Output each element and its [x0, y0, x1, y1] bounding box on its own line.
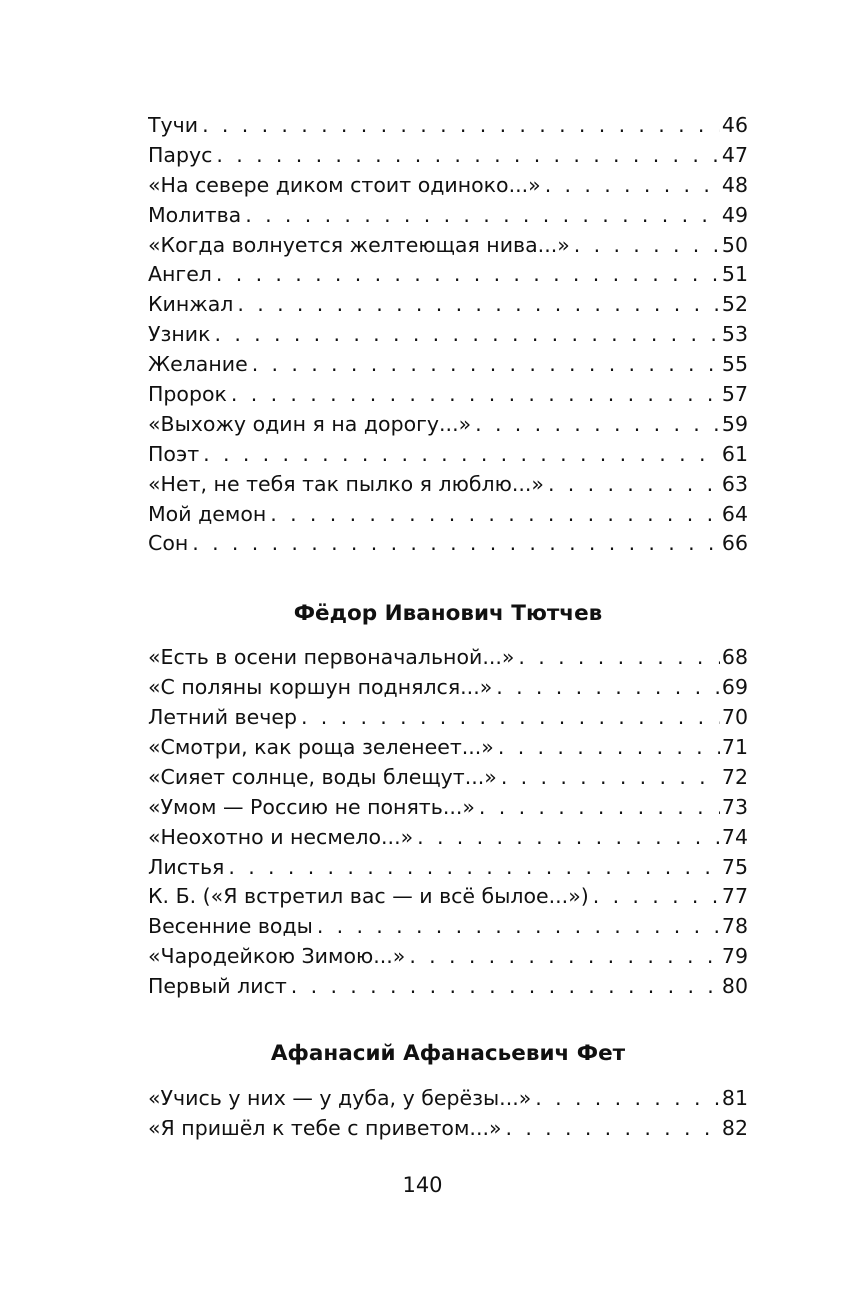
dot-leader [574, 231, 720, 261]
toc-entry-title: «Чародейкою Зимою...» [148, 944, 406, 969]
dot-leader [228, 853, 720, 883]
toc-entry-title: «Смотри, как роща зеленеет...» [148, 735, 494, 760]
toc-section-tyutchev [148, 643, 748, 1002]
dot-leader [216, 141, 720, 171]
dot-leader [216, 260, 720, 290]
toc-entry [148, 882, 748, 912]
dot-leader [535, 1084, 720, 1114]
toc-entry-page: 69 [721, 675, 748, 700]
toc-entry-page: 57 [721, 382, 748, 407]
toc-entry-page: 53 [721, 322, 748, 347]
toc-entry-page: 51 [721, 262, 748, 287]
toc-entry [148, 529, 748, 559]
toc-entry-page: 47 [721, 142, 748, 167]
toc-entry-page: 55 [721, 352, 748, 377]
dot-leader [231, 380, 720, 410]
toc-entry-title: «Учись у них — у дуба, у берёзы...» [148, 1086, 532, 1111]
toc-entry [148, 823, 748, 853]
toc-entry [148, 201, 748, 231]
toc-entry-title: Парус [148, 142, 213, 167]
toc-entry-title: Сон [148, 531, 189, 556]
toc-entry [148, 972, 748, 1002]
toc-entry-title: «Когда волнуется желтеющая нива...» [148, 232, 570, 257]
toc-entry-page: 48 [721, 172, 748, 197]
toc-entry [148, 703, 748, 733]
toc-entry-title: Летний вечер [148, 705, 297, 730]
dot-leader [237, 290, 719, 320]
toc-entry-page: 78 [721, 914, 748, 939]
toc-entry-title: «Нет, не тебя так пылко я люблю...» [148, 471, 544, 496]
toc-entry-page: 80 [721, 974, 748, 999]
table-of-contents [148, 111, 748, 1144]
section-heading-fet: Афанасий Афанасьевич Фет [270, 1041, 626, 1067]
dot-leader [475, 410, 720, 440]
toc-entry-page: 63 [721, 471, 748, 496]
dot-leader [593, 882, 720, 912]
dot-leader [203, 440, 720, 470]
dot-leader [498, 733, 720, 763]
toc-entry [148, 500, 748, 530]
toc-entry-title: «С поляны коршун поднялся...» [148, 675, 493, 700]
toc-entry [148, 853, 748, 883]
toc-entry [148, 260, 748, 290]
toc-entry-title: Пророк [148, 382, 227, 407]
toc-entry-page: 61 [721, 441, 748, 466]
toc-entry-title: «Умом — Россию не понять...» [148, 794, 475, 819]
toc-entry-page: 71 [721, 735, 748, 760]
dot-leader [192, 529, 720, 559]
toc-entry [148, 793, 748, 823]
toc-entry [148, 320, 748, 350]
dot-leader [202, 111, 720, 141]
dot-leader [245, 201, 720, 231]
toc-entry-page: 70 [721, 705, 748, 730]
toc-entry-title: Желание [148, 352, 248, 377]
dot-leader [270, 500, 720, 530]
dot-leader [501, 763, 720, 793]
toc-entry [148, 141, 748, 171]
dot-leader [291, 972, 720, 1002]
toc-entry-page: 50 [721, 232, 748, 257]
toc-entry [148, 231, 748, 261]
dot-leader [518, 643, 719, 673]
dot-leader [506, 1114, 720, 1144]
toc-entry-title: Первый лист [148, 974, 287, 999]
toc-entry-page: 66 [721, 531, 748, 556]
toc-entry-title: «Я пришёл к тебе с приветом...» [148, 1115, 502, 1140]
toc-entry-title: Весенние воды [148, 914, 313, 939]
toc-entry-title: Мой демон [148, 501, 267, 526]
toc-entry-title: «Выхожу один я на дорогу...» [148, 411, 472, 436]
toc-entry-page: 79 [721, 944, 748, 969]
dot-leader [215, 320, 720, 350]
toc-entry-page: 68 [721, 645, 748, 670]
toc-entry-title: «На севере диком стоит одиноко...» [148, 172, 541, 197]
toc-entry [148, 643, 748, 673]
toc-entry-page: 75 [721, 854, 748, 879]
toc-entry-title: Листья [148, 854, 225, 879]
toc-entry [148, 673, 748, 703]
toc-entry-page: 77 [721, 884, 748, 909]
toc-entry [148, 470, 748, 500]
toc-entry-page: 82 [721, 1115, 748, 1140]
toc-entry-page: 49 [721, 202, 748, 227]
toc-entry [148, 733, 748, 763]
dot-leader [301, 703, 720, 733]
toc-section-fet [148, 1084, 748, 1144]
dot-leader [409, 942, 720, 972]
dot-leader [417, 823, 720, 853]
toc-entry-page: 74 [721, 824, 748, 849]
toc-entry-title: «Есть в осени первоначальной...» [148, 645, 515, 670]
toc-entry [148, 912, 748, 942]
toc-entry-title: Поэт [148, 441, 200, 466]
dot-leader [545, 171, 720, 201]
toc-entry-page: 52 [721, 292, 748, 317]
toc-entry-title: Ангел [148, 262, 212, 287]
toc-entry-page: 72 [721, 764, 748, 789]
toc-entry [148, 763, 748, 793]
toc-entry-page: 59 [721, 411, 748, 436]
toc-entry-page: 81 [721, 1086, 748, 1111]
dot-leader [548, 470, 720, 500]
toc-entry-title: Тучи [148, 113, 199, 137]
toc-entry [148, 350, 748, 380]
toc-entry [148, 410, 748, 440]
toc-entry [148, 1114, 748, 1144]
toc-section-lermontov [148, 111, 748, 559]
toc-entry [148, 440, 748, 470]
toc-entry-title: Узник [148, 322, 211, 347]
page-number: 140 [402, 1173, 443, 1197]
dot-leader [252, 350, 720, 380]
toc-entry [148, 290, 748, 320]
toc-entry-title: «Неохотно и несмело...» [148, 824, 414, 849]
toc-entry-page: 64 [721, 501, 748, 526]
toc-entry-title: «Сияет солнце, воды блещут...» [148, 764, 497, 789]
toc-entry [148, 171, 748, 201]
dot-leader [317, 912, 720, 942]
toc-entry [148, 1084, 748, 1114]
toc-entry-page: 73 [721, 794, 748, 819]
toc-entry-title: К. Б. («Я встретил вас — и всё былое...») [148, 884, 589, 909]
toc-entry [148, 111, 748, 141]
dot-leader [496, 673, 720, 703]
section-heading-tyutchev: Фёдор Иванович Тютчев [293, 601, 603, 627]
dot-leader [479, 793, 720, 823]
toc-entry [148, 380, 748, 410]
toc-entry-title: Молитва [148, 202, 242, 227]
toc-entry-page: 46 [721, 113, 748, 137]
toc-entry [148, 942, 748, 972]
toc-entry-title: Кинжал [148, 292, 234, 317]
